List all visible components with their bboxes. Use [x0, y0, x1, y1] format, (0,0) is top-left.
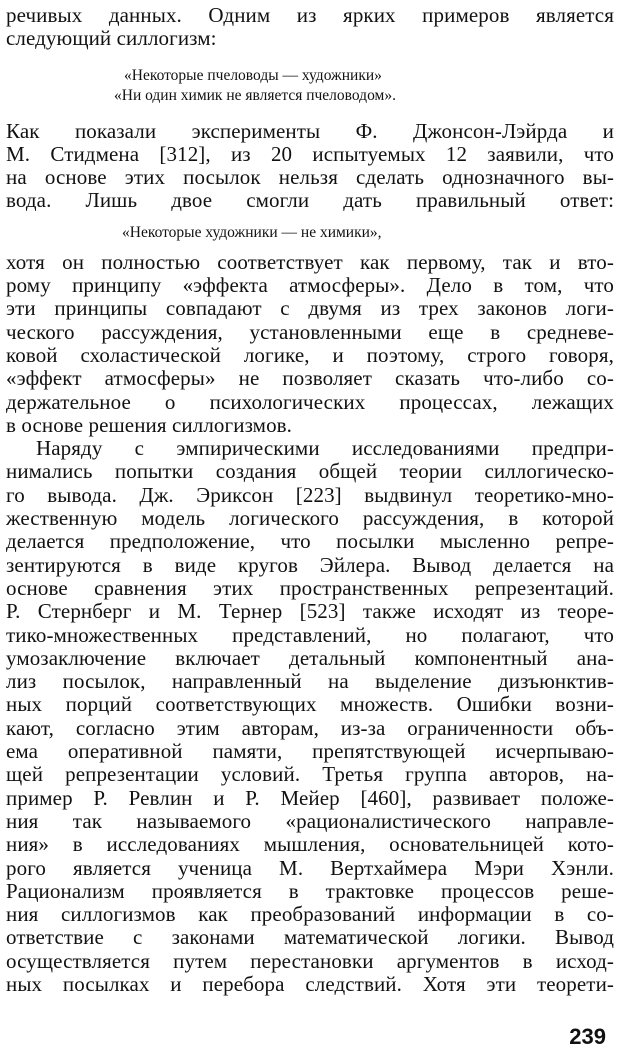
- text-line: хотя он полностью соответствует как первому, так и вто-: [6, 249, 614, 274]
- text-line: умозаключение включает детальный компонентный ана-: [6, 645, 614, 670]
- text-line: в основе решения силлогизмов.: [6, 412, 293, 437]
- text-line: Наряду с эмпирическими исследованиями предпри-: [36, 436, 614, 461]
- text-line: ных посылках и перебора следствий. Хотя эти теорети-: [6, 971, 614, 996]
- text-line: «эффект атмосферы» не позволяет сказать что-либо со-: [6, 366, 614, 391]
- text-line: тико-множественных представлений, но полагают, что: [6, 622, 614, 647]
- text-line: делается предположение, что посылки мысленно репре-: [6, 529, 614, 554]
- text-line: следующий силлогизм:: [6, 26, 217, 51]
- premise-2: «Ни один химик не является пчеловодом».: [114, 86, 396, 104]
- text-line: Рационализм проявляется в трактовке процессов реше-: [6, 878, 614, 903]
- text-line: ческого рассуждения, установленными еще в средневе-: [6, 319, 614, 344]
- paragraph-experiment: [6, 120, 614, 213]
- text-line: ема оперативной памяти, препятствующей исчерпываю-: [6, 739, 614, 764]
- text-line: речивых данных. Одним из ярких примеров является: [6, 3, 614, 27]
- syllogism-premises: [6, 66, 614, 106]
- text-line: пример Р. Ревлин и Р. Мейер [460], развивает положе-: [6, 785, 614, 810]
- top-lines: [6, 4, 614, 51]
- text-line: рого является ученица М. Вертхаймера Мэри Хэнли.: [6, 855, 614, 880]
- text-line: щей репрезентации условий. Третья группа авторов, на-: [6, 762, 614, 787]
- page-number: 239: [569, 1024, 606, 1049]
- text-line: Как показали эксперименты Ф. Джонсон-Лэйрда и: [6, 118, 614, 143]
- text-line: жественную модель логического рассуждения, в которой: [6, 506, 614, 531]
- text-line: на основе этих посылок нельзя сделать однозначного вы-: [6, 165, 614, 190]
- text-line: вода. Лишь двое смогли дать правильный ответ:: [6, 188, 614, 213]
- text-line: ния силлогизмов как преобразований информации в со-: [6, 902, 614, 927]
- text-line: рому принципу «эффекта атмосферы». Дело в том, что: [6, 273, 614, 298]
- text-line: нимались попытки создания общей теории силлогическо-: [6, 459, 614, 484]
- text-line: го вывода. Дж. Эриксон [223] выдвинул теоретико-мно-: [6, 482, 614, 507]
- premise-1: «Некоторые пчеловоды — художники»: [124, 66, 382, 84]
- text-line: ных порций соответствующих множеств. Ошибки возни-: [6, 692, 614, 717]
- text-line: лиз посылок, направленный на выделение дизъюнктив-: [6, 669, 614, 694]
- correct-answer-quote: «Некоторые художники — не химики»,: [122, 223, 382, 241]
- text-line: М. Стидмена [312], из 20 испытуемых 12 заявили, что: [6, 141, 614, 166]
- text-line: зентируются в виде кругов Эйлера. Вывод делается на: [6, 552, 614, 577]
- text-line: эти принципы совпадают с двумя из трех законов логи-: [6, 296, 614, 321]
- text-line: кают, согласно этим авторам, из-за ограниченности объ-: [6, 715, 614, 740]
- text-line: ответствие с законами математической логики. Вывод: [6, 925, 614, 950]
- text-line: основе сравнения этих пространственных репрезентаций.: [6, 575, 614, 600]
- text-line: ния так называемого «рационалистического направле-: [6, 808, 614, 833]
- paragraph-theories: [6, 437, 614, 996]
- text-line: держательное о психологических процессах, лежащих: [6, 389, 614, 414]
- paragraph-atmosphere: [6, 251, 614, 437]
- text-line: осуществляется путем перестановки аргументов в исход-: [6, 948, 614, 973]
- text-line: ковой схоластической логике, и поэтому, строго говоря,: [6, 342, 614, 367]
- text-line: Р. Стернберг и М. Тернер [523] также исходят из теоре-: [6, 599, 614, 624]
- text-line: ния» в исследованиях мышления, основательницей кото-: [6, 832, 614, 857]
